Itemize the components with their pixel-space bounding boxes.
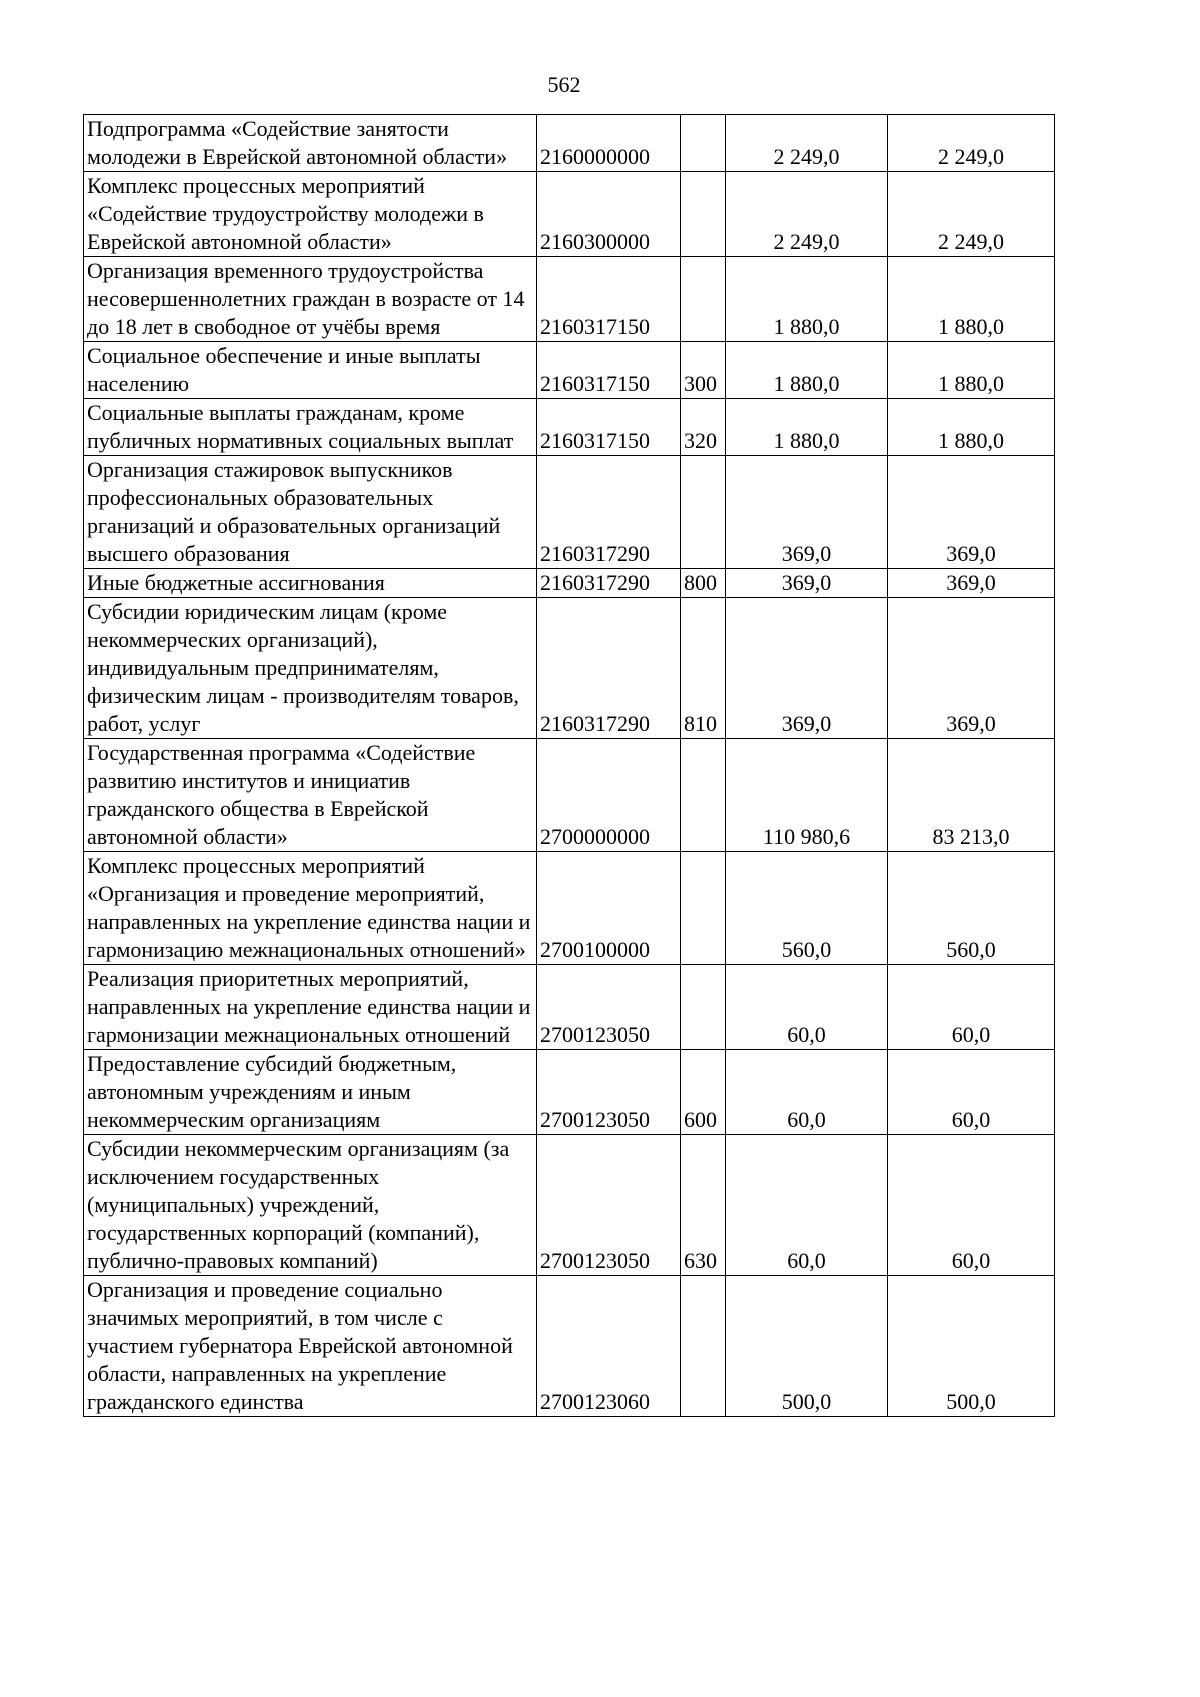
row-type-cell: [681, 965, 726, 1050]
table-row: [84, 1276, 1055, 1417]
row-value-2-cell: 2 249,0: [888, 115, 1055, 172]
row-code-cell: 2700123050: [537, 1050, 681, 1135]
row-name-cell: Иные бюджетные ассигнования: [84, 569, 537, 598]
row-type-cell: [681, 1276, 726, 1417]
row-code-cell: 2700123050: [537, 1135, 681, 1276]
row-name-cell: Организация временного трудоустройства несовершеннолетних граждан в возрасте от 14 до 18 лет в свободное от учёбы время: [84, 257, 537, 342]
row-value-2-cell: 83 213,0: [888, 739, 1055, 852]
table-row: [84, 1135, 1055, 1276]
row-value-2-cell: 1 880,0: [888, 399, 1055, 456]
table-row: [84, 399, 1055, 456]
row-value-2-cell: 369,0: [888, 456, 1055, 569]
row-value-2-cell: 1 880,0: [888, 342, 1055, 399]
row-name-cell: Комплекс процессных мероприятий «Содействие трудоустройству молодежи в Еврейской автономной области»: [84, 172, 537, 257]
row-name-cell: Организация стажировок выпускников профессиональных образовательных рганизаций и образовательных организаций высшего образования: [84, 456, 537, 569]
row-name-cell: Предоставление субсидий бюджетным, автономным учреждениям и иным некоммерческим организациям: [84, 1050, 537, 1135]
row-value-1-cell: 60,0: [726, 965, 888, 1050]
row-name-cell: Реализация приоритетных мероприятий, направленных на укрепление единства нации и гармонизации межнациональных отношений: [84, 965, 537, 1050]
row-type-cell: [681, 456, 726, 569]
table-row: [84, 456, 1055, 569]
table-row: [84, 342, 1055, 399]
row-code-cell: 2160317150: [537, 342, 681, 399]
row-value-1-cell: 500,0: [726, 1276, 888, 1417]
table-row: [84, 1050, 1055, 1135]
page-number: 562: [547, 72, 581, 97]
row-type-cell: [681, 257, 726, 342]
table-row: [84, 257, 1055, 342]
row-code-cell: 2160317290: [537, 456, 681, 569]
row-name-cell: Социальное обеспечение и иные выплаты населению: [84, 342, 537, 399]
row-value-1-cell: 369,0: [726, 569, 888, 598]
row-value-2-cell: 1 880,0: [888, 257, 1055, 342]
table-row: [84, 965, 1055, 1050]
row-value-1-cell: 560,0: [726, 852, 888, 965]
row-value-2-cell: 500,0: [888, 1276, 1055, 1417]
table-row: [84, 115, 1055, 172]
table-row: [84, 598, 1055, 739]
row-value-1-cell: 1 880,0: [726, 399, 888, 456]
row-value-1-cell: 369,0: [726, 456, 888, 569]
row-name-cell: Субсидии некоммерческим организациям (за исключением государственных (муниципальных) учреждений, государственных корпораций (компаний), публично-правовых компаний): [84, 1135, 537, 1276]
row-type-cell: 320: [681, 399, 726, 456]
row-type-cell: 800: [681, 569, 726, 598]
row-name-cell: Социальные выплаты гражданам, кроме публичных нормативных социальных выплат: [84, 399, 537, 456]
row-type-cell: [681, 852, 726, 965]
budget-table-body: [84, 115, 1055, 1417]
row-value-1-cell: 369,0: [726, 598, 888, 739]
row-code-cell: 2160317290: [537, 569, 681, 598]
row-name-cell: Комплекс процессных мероприятий «Организация и проведение мероприятий, направленных на укрепление единства нации и гармонизацию межнациональных отношений»: [84, 852, 537, 965]
row-value-1-cell: 1 880,0: [726, 342, 888, 399]
table-row: [84, 852, 1055, 965]
row-value-1-cell: 2 249,0: [726, 115, 888, 172]
row-code-cell: 2160317150: [537, 257, 681, 342]
row-type-cell: 630: [681, 1135, 726, 1276]
row-code-cell: 2160000000: [537, 115, 681, 172]
row-type-cell: [681, 172, 726, 257]
row-code-cell: 2160300000: [537, 172, 681, 257]
row-type-cell: [681, 115, 726, 172]
row-value-1-cell: 2 249,0: [726, 172, 888, 257]
row-value-2-cell: 60,0: [888, 1050, 1055, 1135]
budget-table: [83, 114, 1055, 1417]
row-value-2-cell: 369,0: [888, 598, 1055, 739]
row-code-cell: 2700000000: [537, 739, 681, 852]
row-name-cell: Организация и проведение социально значимых мероприятий, в том числе с участием губернатора Еврейской автономной области, направленных на укрепление гражданского единства: [84, 1276, 537, 1417]
row-value-1-cell: 60,0: [726, 1135, 888, 1276]
row-name-cell: Подпрограмма «Содействие занятости молодежи в Еврейской автономной области»: [84, 115, 537, 172]
row-name-cell: Государственная программа «Содействие развитию институтов и инициатив гражданского общества в Еврейской автономной области»: [84, 739, 537, 852]
row-value-2-cell: 60,0: [888, 965, 1055, 1050]
row-code-cell: 2700100000: [537, 852, 681, 965]
row-type-cell: 600: [681, 1050, 726, 1135]
row-type-cell: 810: [681, 598, 726, 739]
row-code-cell: 2700123060: [537, 1276, 681, 1417]
row-type-cell: 300: [681, 342, 726, 399]
row-code-cell: 2160317150: [537, 399, 681, 456]
row-value-2-cell: 560,0: [888, 852, 1055, 965]
row-value-1-cell: 1 880,0: [726, 257, 888, 342]
row-name-cell: Субсидии юридическим лицам (кроме некоммерческих организаций), индивидуальным предпринимателям, физическим лицам - производителям товаров, работ, услуг: [84, 598, 537, 739]
table-row: [84, 172, 1055, 257]
row-type-cell: [681, 739, 726, 852]
row-code-cell: 2700123050: [537, 965, 681, 1050]
row-value-2-cell: 60,0: [888, 1135, 1055, 1276]
row-value-1-cell: 110 980,6: [726, 739, 888, 852]
row-value-2-cell: 2 249,0: [888, 172, 1055, 257]
row-code-cell: 2160317290: [537, 598, 681, 739]
table-row: [84, 569, 1055, 598]
row-value-1-cell: 60,0: [726, 1050, 888, 1135]
row-value-2-cell: 369,0: [888, 569, 1055, 598]
table-row: [84, 739, 1055, 852]
